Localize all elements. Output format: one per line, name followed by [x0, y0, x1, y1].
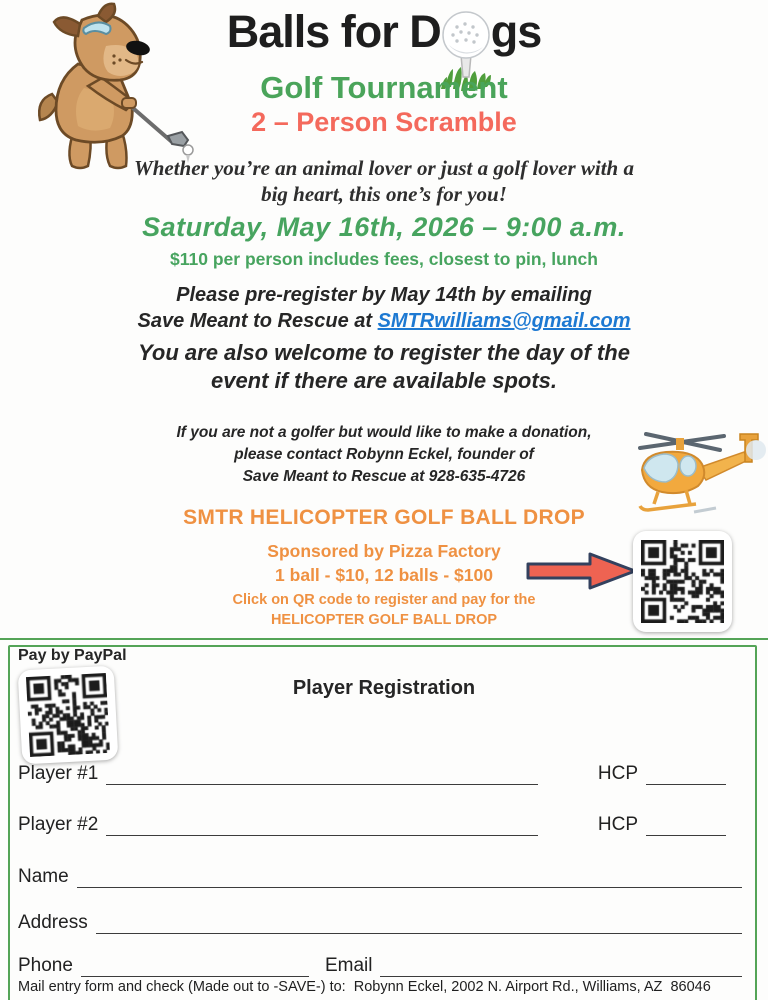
tagline-line2: big heart, this one’s for you! [261, 182, 507, 206]
player2-field [106, 814, 538, 836]
hcp2-label: HCP [597, 814, 638, 835]
form-heading: Player Registration [292, 677, 476, 699]
name-field [77, 866, 742, 888]
player2-label: Player #2 [18, 814, 99, 835]
email-field [380, 955, 742, 977]
player1-label: Player #1 [18, 763, 99, 784]
player1-field [106, 763, 538, 785]
page-title [0, 6, 768, 58]
event-price: $110 per person includes fees, closest to pin, lunch [170, 249, 598, 269]
email-label: Email [324, 955, 373, 976]
subtitle-golf-tournament: Golf Tournament [260, 70, 508, 105]
donation-line3: Save Meant to Rescue at 928-635-4726 [242, 468, 526, 485]
preregister-line2 [0, 310, 768, 333]
address-label: Address [18, 912, 88, 933]
player1-row [18, 763, 742, 785]
hcp1-label: HCP [597, 763, 638, 784]
title-text-left: Balls for D [226, 6, 441, 57]
address-field [96, 912, 742, 934]
preregister-line1: Please pre-register by May 14th by emailing [176, 284, 592, 306]
balldrop-qr-note1: Click on QR code to register and pay for the [232, 592, 536, 608]
balldrop-pricing: 1 ball - $10, 12 balls - $100 [275, 565, 493, 585]
address-row [18, 912, 742, 934]
hcp1-field [646, 763, 726, 785]
form-top-divider [0, 638, 768, 640]
balldrop-title: SMTR HELICOPTER GOLF BALL DROP [183, 506, 585, 529]
donation-line1: If you are not a golfer but would like to make a donation, [176, 424, 592, 441]
mail-instructions: Mail entry form and check (Made out to -SAVE-) to: Robynn Eckel, 2002 N. Airport Rd., Williams, AZ 86046 [18, 979, 711, 995]
phone-field [81, 955, 309, 977]
event-date: Saturday, May 16th, 2026 – 9:00 a.m. [142, 212, 626, 242]
balldrop-sponsor: Sponsored by Pizza Factory [267, 541, 501, 561]
golf-ball-icon [441, 6, 491, 56]
phone-email-row [18, 955, 742, 977]
name-label: Name [18, 866, 69, 887]
balldrop-qr-code[interactable] [633, 531, 732, 632]
email-link[interactable]: SMTRwilliams@gmail.com [377, 310, 631, 332]
tagline-line1: Whether you’re an animal lover or just a golf lover with a [134, 156, 634, 180]
player2-row [18, 814, 742, 836]
phone-label: Phone [18, 955, 73, 976]
subtitle-scramble: 2 – Person Scramble [251, 107, 517, 137]
dayof-line2: event if there are available spots. [210, 368, 558, 393]
preregister-line2-prefix: Save Meant to Rescue at [137, 310, 378, 332]
hcp2-field [646, 814, 726, 836]
donation-line2: please contact Robynn Eckel, founder of [234, 446, 534, 463]
paypal-label: Pay by PayPal [18, 647, 127, 664]
title-text-right: gs [490, 6, 542, 57]
tagline [0, 155, 768, 207]
balldrop-qr-note2: HELICOPTER GOLF BALL DROP [270, 612, 498, 628]
qr-pattern [641, 540, 724, 623]
dayof-line1: You are also welcome to register the day of the [138, 340, 630, 365]
right-arrow-icon [526, 551, 638, 591]
name-row [18, 866, 742, 888]
